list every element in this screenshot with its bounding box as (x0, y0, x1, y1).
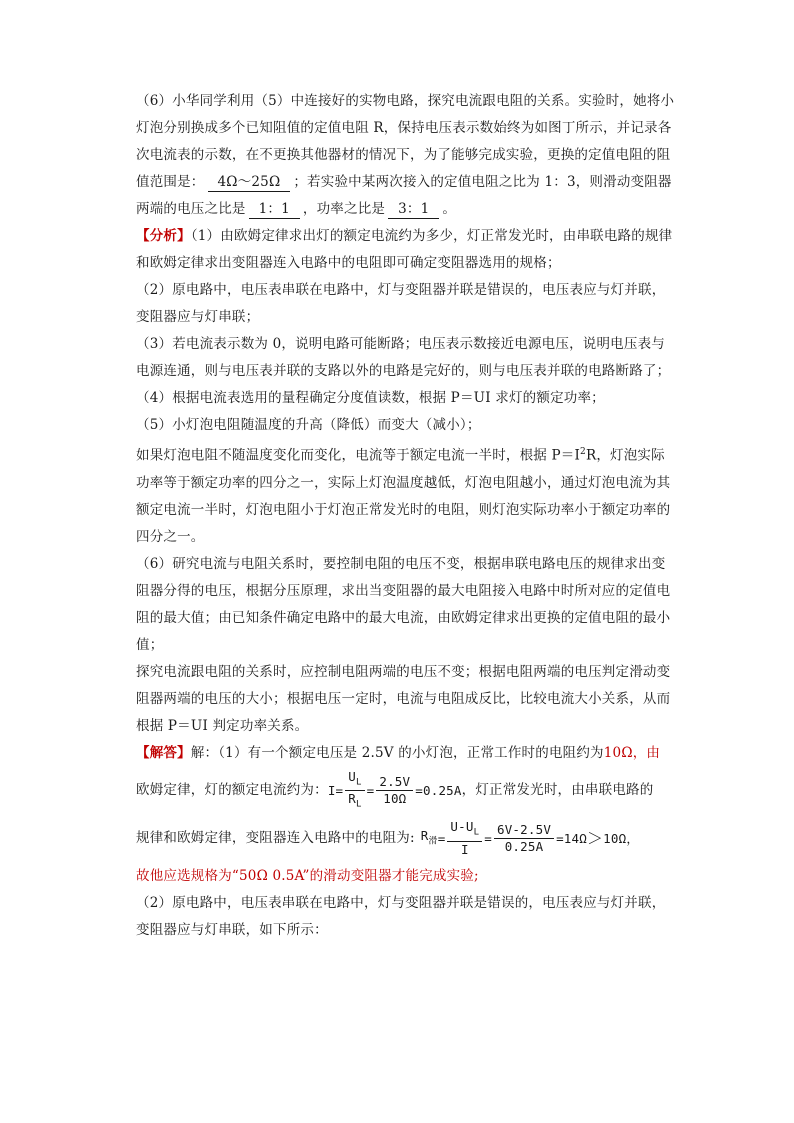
analysis-p1 (136, 223, 676, 277)
q6-text3: ，功率之比是 (302, 201, 386, 217)
line3-pre: 规律和欧姆定律，变阻器连入电路中的电阻为: (136, 830, 415, 846)
analysis-p7: （6）研究电流与电阻关系时，要控制电阻的电压不变，根据串联电路电压的规律求出变阻器分得的电压，根据分压原理，求出当变阻器的最大电阻接入电路中时所对应的定值电阻的最大值；由已知条件确定电路中的最大电流，由欧姆定律求出更换的定值电阻的最小值； (136, 555, 671, 653)
formula-line-resistance (136, 815, 676, 863)
f2-num: U-U (450, 819, 474, 835)
formula-resistance: $R_滑$ = $\frac{U-U_L}{I}$ = $\frac{6V-2.5V}{0.25A}$ =14Ω ＞ 10Ω， (420, 819, 640, 857)
f2-frac-numeric (494, 822, 554, 855)
analysis-p5: （5）小灯泡电阻随温度的升高（降低）而变大（减小）； (136, 417, 481, 433)
answer-blank-power-ratio: 3：1 (388, 200, 439, 219)
q6-text4: 。 (442, 201, 457, 217)
analysis-p4: （4）根据电流表选用的量程确定分度值读数，根据 P＝UI 求灯的额定功率； (136, 390, 605, 406)
analysis-p1-text: （1）由欧姆定律求出灯的额定电流约为多少，灯正常发光时，由串联电路的规律和欧姆定律求出变阻器连入电路中的电阻即可确定变阻器选用的规格； (136, 228, 673, 271)
solution-p2: （2）原电路中，电压表串联在电路中，灯与变阻器并联是错误的，电压表应与灯并联，变阻器应与灯串联，如下所示： (136, 894, 666, 938)
f1-num: U (348, 768, 356, 784)
analysis-p2: （2）原电路中，电压表串联在电路中，灯与变阻器并联是错误的，电压表应与灯并联，变阻器应与灯串联； (136, 282, 666, 325)
f1-num-sub: L (356, 777, 362, 787)
f2-greater-than: ＞ (586, 829, 604, 848)
f2-compare: 10Ω， (603, 831, 640, 846)
analysis-p3: （3）若电流表示数为 0，说明电路可能断路；电压表示数接近电源电压，说明电压表与电源连通，则与电压表并联的支路以外的电路是完好的，则与电压表并联的电路断路了； (136, 336, 671, 379)
answer-blank-voltage-ratio: 1：1 (249, 200, 300, 219)
answer-blank-range: 4Ω～25Ω (208, 173, 291, 192)
f2-den2: 0.25A (504, 839, 544, 854)
analysis-p8: 探究电流跟电阻的关系时，应控制电阻两端的电压不变；根据电阻两端的电压判定滑动变阻器两端的电压的大小；根据电压一定时，电流与电阻成反比，比较电流大小关系，从而根据 P＝UI 判定功率关系。 (136, 663, 671, 734)
analysis-p6 (136, 439, 676, 551)
formula-line-current (136, 767, 676, 815)
q6-text2: ；若实验中某两次接入的定值电阻之比为 1：3，则滑动变阻器两端的电压之比是 (136, 174, 672, 217)
f1-den-sub: L (356, 799, 362, 810)
f2-lhs: R (420, 827, 429, 843)
analysis-tag: 【分析】 (136, 228, 191, 244)
f1-result: =0.25A (415, 783, 462, 798)
f1-lhs: I= (327, 783, 344, 798)
f1-num2: 2.5V (376, 774, 413, 791)
q6-text1: （6）小华同学利用（5）中连接好的实物电路，探究电流跟电阻的关系。实验时，她将小灯泡分别换成多个已知阻值的定值电阻 R，保持电压表示数始终为如图丁所示，并记录各次电流表的示数，在不更换其他器材的情况下，为了能够完成实验，更换的定值电阻的阻值范围是： (136, 93, 675, 190)
f1-den: R (348, 791, 356, 806)
analysis-p6-b: R，灯泡实际功率等于额定功率的四分之一，实际上灯泡温度越低，灯泡电阻越小，通过灯泡电流为其额定电流一半时，灯泡电阻小于灯泡正常发光时的电阻，则灯泡实际功率小于额定功率的四分之一。 (136, 447, 671, 545)
f2-frac-symbolic (447, 819, 482, 858)
solution-intro-text: 解：（1）有一个额定电压是 2.5V 的小灯泡，正常工作时的电阻约为 (190, 744, 604, 761)
f2-result: =14Ω (556, 831, 587, 846)
formula-current (328, 769, 462, 813)
f2-lhs-sub: 滑 (428, 836, 438, 847)
solution-select: 故他应选规格为“50Ω 0.5A”的滑动变阻器才能完成实验; (136, 867, 479, 884)
f1-frac-numeric (376, 774, 413, 807)
f2-num-sub: L (473, 827, 480, 838)
f2-den: I (460, 841, 469, 857)
f1-den2: 10Ω (383, 791, 407, 806)
analysis-p6-sup: 2 (580, 447, 586, 457)
analysis-p6-a: 如果灯泡电阻不随温度变化而变化，电流等于额定电流一半时，根据 P＝I (136, 447, 581, 464)
solution-tag: 【解答】 (136, 744, 191, 761)
f2-eq: = (437, 831, 446, 846)
f1-eq: = (366, 783, 375, 798)
solution-intro (136, 740, 676, 767)
document-page (136, 88, 676, 944)
f1-frac-symbolic (345, 769, 364, 813)
solution-resistance-red: 10Ω，由 (603, 744, 661, 761)
line2-post: ，灯正常发光时，由串联电路的 (461, 782, 654, 798)
f2-num2: 6V-2.5V (494, 822, 554, 839)
question-6 (136, 88, 676, 223)
line2-pre: 欧姆定律，灯的额定电流约为： (136, 782, 328, 798)
